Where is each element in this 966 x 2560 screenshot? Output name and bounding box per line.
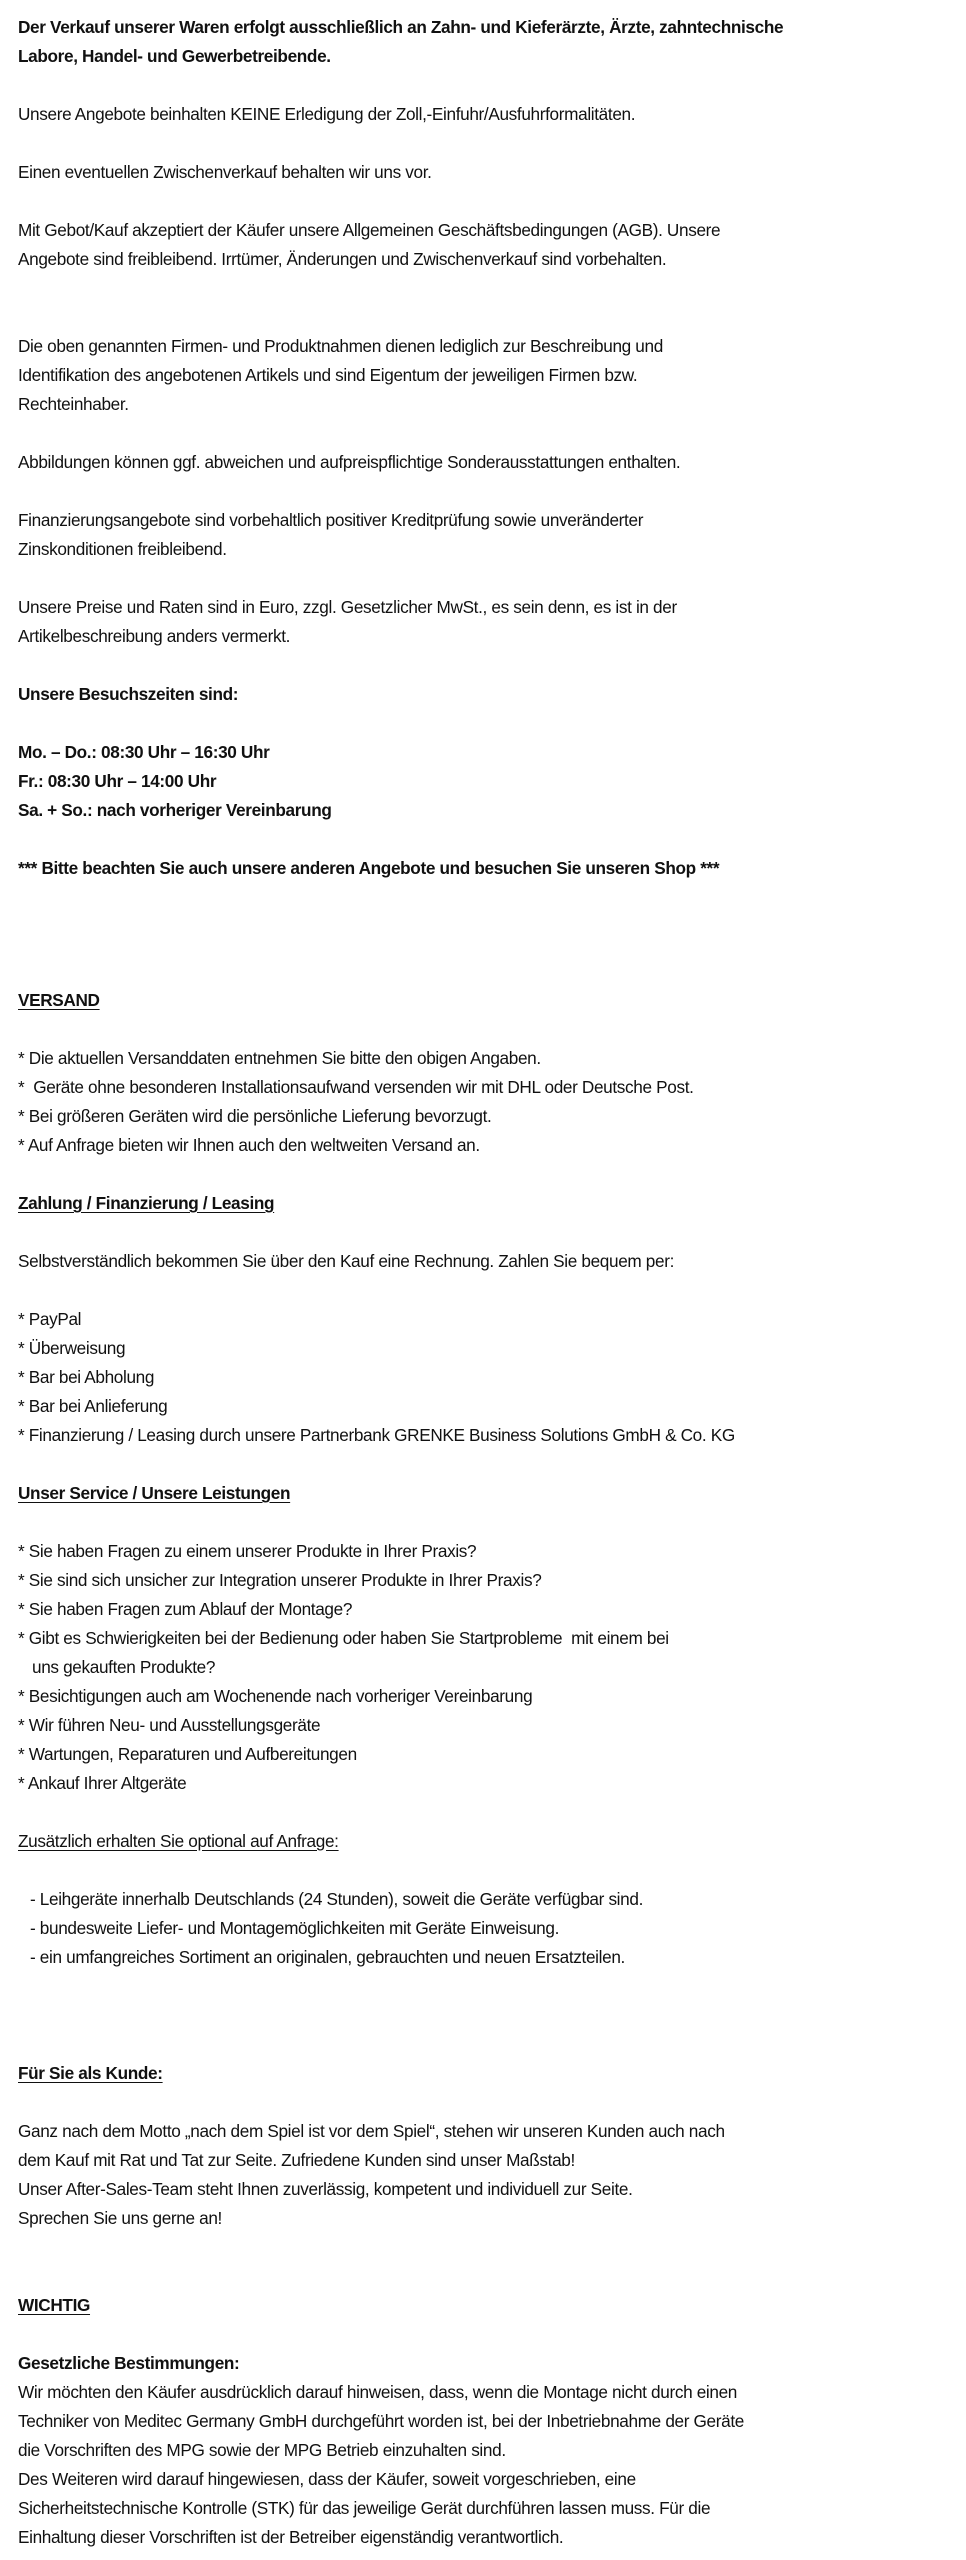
shipping-item: * Die aktuellen Versanddaten entnehmen Sie bitte den obigen Angaben. [18, 1048, 541, 1068]
legal-line: Des Weiteren wird darauf hingewiesen, dass der Käufer, soweit vorgeschrieben, eine [18, 2469, 636, 2489]
agb-line: Angebote sind freibleibend. Irrtümer, Änderungen und Zwischenverkauf sind vorbehalten. [18, 249, 667, 269]
prices-line: Unsere Preise und Raten sind in Euro, zzgl. Gesetzlicher MwSt., es sein denn, es ist in der [18, 597, 677, 617]
service-item: * Sie haben Fragen zum Ablauf der Montage? [18, 1599, 353, 1619]
service-item: * Besichtigungen auch am Wochenende nach vorheriger Vereinbarung [18, 1686, 533, 1706]
payment-intro: Selbstverständlich bekommen Sie über den Kauf eine Rechnung. Zahlen Sie bequem per: [18, 1251, 675, 1271]
spacer [18, 1015, 958, 1044]
payment-item: * PayPal [18, 1309, 82, 1329]
sale-notice-line: Der Verkauf unserer Waren erfolgt ausschließlich an Zahn- und Kieferärzte, Ärzte, zahntechnische [18, 17, 784, 37]
shipping-item: * Bei größeren Geräten wird die persönliche Lieferung bevorzugt. [18, 1106, 492, 1126]
financing-line: Finanzierungsangebote sind vorbehaltlich positiver Kreditprüfung sowie unveränderter [18, 510, 644, 530]
spacer [18, 825, 958, 854]
customer-line: Ganz nach dem Motto „nach dem Spiel ist vor dem Spiel“, stehen wir unseren Kunden auch nach [18, 2121, 725, 2141]
service-item: * Wartungen, Reparaturen und Aufbereitungen [18, 1744, 357, 1764]
terms-document [18, 13, 958, 2552]
customs-notice: Unsere Angebote beinhalten KEINE Erledigung der Zoll,-Einfuhr/Ausfuhrformalitäten. [18, 104, 636, 124]
spacer [18, 2320, 958, 2349]
spacer [18, 2262, 958, 2291]
spacer [18, 2001, 958, 2030]
optional-item: - Leihgeräte innerhalb Deutschlands (24 Stunden), soweit die Geräte verfügbar sind. [30, 1889, 643, 1909]
spacer [18, 419, 958, 448]
trademark-line: Identifikation des angebotenen Artikels und sind Eigentum der jeweiligen Firmen bzw. [18, 365, 638, 385]
spacer [18, 71, 958, 100]
spacer [18, 1508, 958, 1537]
spacer [18, 1856, 958, 1885]
payment-heading: Zahlung / Finanzierung / Leasing [18, 1193, 275, 1213]
visiting-hours-line: Mo. – Do.: 08:30 Uhr – 16:30 Uhr [18, 742, 270, 762]
spacer [18, 1276, 958, 1305]
spacer [18, 274, 958, 303]
legal-subheading: Gesetzliche Bestimmungen: [18, 2353, 240, 2373]
legal-line: Einhaltung dieser Vorschriften ist der Betreiber eigenständig verantwortlich. [18, 2527, 564, 2547]
sale-notice-line: Labore, Handel- und Gewerbetreibende. [18, 46, 331, 66]
spacer [18, 1450, 958, 1479]
important-heading: WICHTIG [18, 2295, 91, 2315]
spacer [18, 651, 958, 680]
legal-line: Sicherheitstechnische Kontrolle (STK) für das jeweilige Gerät durchführen lassen muss. Für die [18, 2498, 711, 2518]
spacer [18, 1160, 958, 1189]
trademark-line: Rechteinhaber. [18, 394, 129, 414]
shipping-item: * Auf Anfrage bieten wir Ihnen auch den weltweiten Versand an. [18, 1135, 480, 1155]
agb-line: Mit Gebot/Kauf akzeptiert der Käufer unsere Allgemeinen Geschäftsbedingungen (AGB). Unsere [18, 220, 721, 240]
spacer [18, 709, 958, 738]
spacer [18, 2088, 958, 2117]
customer-line: Sprechen Sie uns gerne an! [18, 2208, 222, 2228]
service-item: * Ankauf Ihrer Altgeräte [18, 1773, 187, 1793]
legal-line: Techniker von Meditec Germany GmbH durchgeführt worden ist, bei der Inbetriebnahme der Geräte [18, 2411, 744, 2431]
customer-heading: Für Sie als Kunde: [18, 2063, 163, 2083]
visiting-hours-heading: Unsere Besuchszeiten sind: [18, 684, 239, 704]
service-item-continuation: uns gekauften Produkte? [32, 1657, 216, 1677]
legal-line: die Vorschriften des MPG sowie der MPG Betrieb einzuhalten sind. [18, 2440, 506, 2460]
spacer [18, 883, 958, 912]
payment-item: * Bar bei Abholung [18, 1367, 155, 1387]
service-item: * Sie haben Fragen zu einem unserer Produkte in Ihrer Praxis? [18, 1541, 477, 1561]
spacer [18, 564, 958, 593]
spacer [18, 1798, 958, 1827]
spacer [18, 1972, 958, 2001]
spacer [18, 129, 958, 158]
visiting-hours-line: Sa. + So.: nach vorheriger Vereinbarung [18, 800, 332, 820]
spacer [18, 1218, 958, 1247]
customer-line: Unser After-Sales-Team steht Ihnen zuverlässig, kompetent und individuell zur Seite. [18, 2179, 633, 2199]
optional-item: - ein umfangreiches Sortiment an originalen, gebrauchten und neuen Ersatzteilen. [30, 1947, 625, 1967]
spacer [18, 912, 958, 941]
optional-heading: Zusätzlich erhalten Sie optional auf Anfrage: [18, 1831, 339, 1851]
financing-line: Zinskonditionen freibleibend. [18, 539, 227, 559]
trademark-line: Die oben genannten Firmen- und Produktnahmen dienen lediglich zur Beschreibung und [18, 336, 663, 356]
shop-note: *** Bitte beachten Sie auch unsere anderen Angebote und besuchen Sie unseren Shop *** [18, 858, 720, 878]
images-notice: Abbildungen können ggf. abweichen und aufpreispflichtige Sonderausstattungen enthalten. [18, 452, 681, 472]
service-item: * Sie sind sich unsicher zur Integration unserer Produkte in Ihrer Praxis? [18, 1570, 542, 1590]
interim-sale-notice: Einen eventuellen Zwischenverkauf behalten wir uns vor. [18, 162, 432, 182]
customer-line: dem Kauf mit Rat und Tat zur Seite. Zufriedene Kunden sind unser Maßstab! [18, 2150, 575, 2170]
service-item: * Wir führen Neu- und Ausstellungsgeräte [18, 1715, 321, 1735]
spacer [18, 187, 958, 216]
spacer [18, 2030, 958, 2059]
service-item: * Gibt es Schwierigkeiten bei der Bedienung oder haben Sie Startprobleme mit einem bei [18, 1628, 669, 1648]
optional-item: - bundesweite Liefer- und Montagemöglichkeiten mit Geräte Einweisung. [30, 1918, 560, 1938]
spacer [18, 970, 958, 986]
prices-line: Artikelbeschreibung anders vermerkt. [18, 626, 291, 646]
spacer [18, 303, 958, 332]
payment-item: * Finanzierung / Leasing durch unsere Partnerbank GRENKE Business Solutions GmbH & Co. KG [18, 1425, 735, 1445]
service-heading: Unser Service / Unsere Leistungen [18, 1483, 291, 1503]
payment-item: * Überweisung [18, 1338, 126, 1358]
legal-line: Wir möchten den Käufer ausdrücklich darauf hinweisen, dass, wenn die Montage nicht durch einen [18, 2382, 738, 2402]
spacer [18, 477, 958, 506]
payment-item: * Bar bei Anlieferung [18, 1396, 168, 1416]
shipping-heading: VERSAND [18, 990, 100, 1010]
spacer [18, 2233, 958, 2262]
spacer [18, 941, 958, 970]
shipping-item: * Geräte ohne besonderen Installationsaufwand versenden wir mit DHL oder Deutsche Post. [18, 1077, 694, 1097]
visiting-hours-line: Fr.: 08:30 Uhr – 14:00 Uhr [18, 771, 217, 791]
